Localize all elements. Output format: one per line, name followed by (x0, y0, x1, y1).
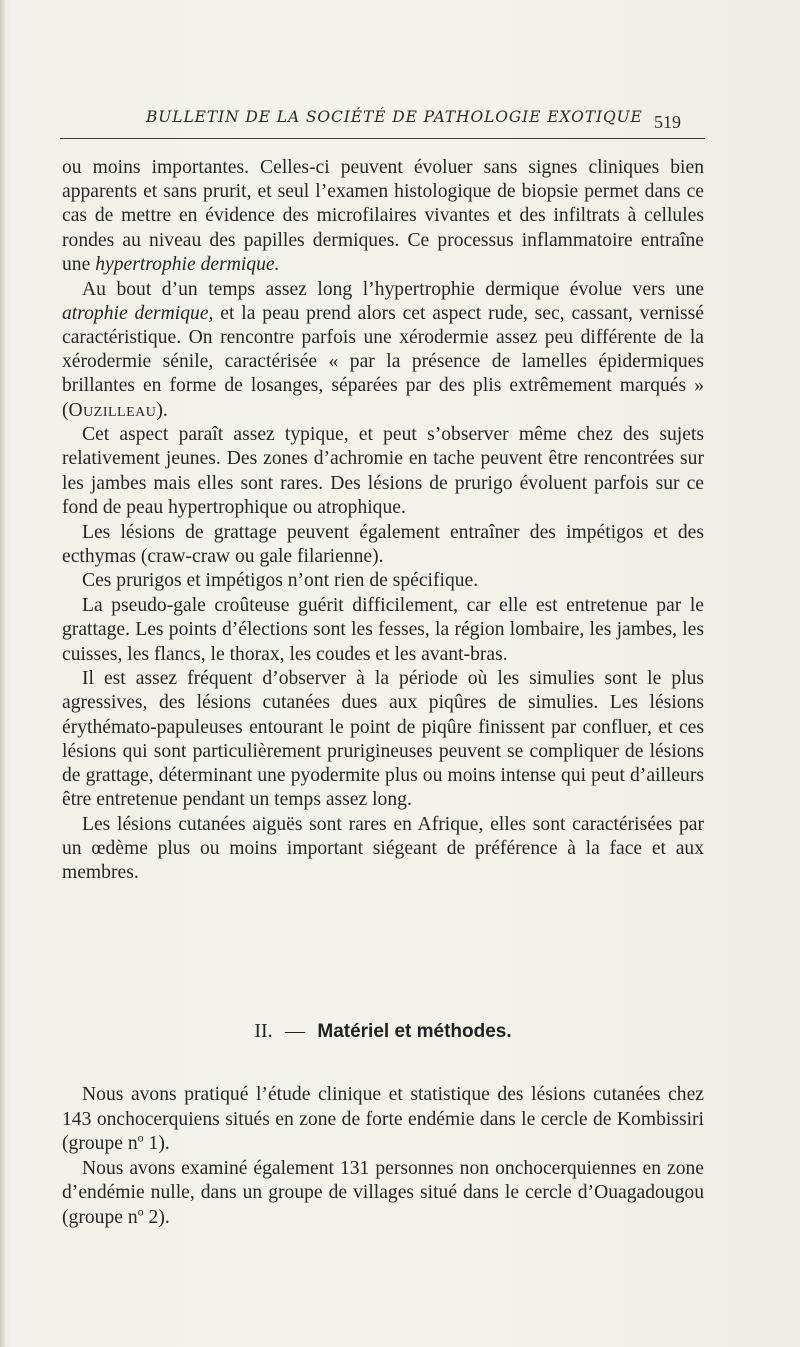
paragraph-text: atrophie dermique (62, 302, 209, 324)
paragraph (62, 594, 704, 667)
body-text-bottom (62, 1083, 704, 1231)
paragraph-text: Il est assez fréquent d’observer à la période où les simulies sont le plus agressives, des lésions cutanées dues aux piqûres de simulies. Les lésions érythémato-papuleuses entourant le point de piqûre finissent par confluer, et ces lésions qui sont particulièrement prurigineuses peuvent se compliquer de lésions de grattage, déterminant une pyodermite plus ou moins intense qui peut d’ailleurs être entretenue pendant un temps assez long. (62, 668, 704, 811)
paragraph-text: ou moins importantes. Celles-ci peuvent évoluer sans signes cliniques bien apparents et sans prurit, et seul l’examen histologique de biopsie permet dans ce cas de mettre en évidence des microfilaires vivantes et des infiltrats à cellules rondes au niveau des papilles dermiques. Ce processus inflammatoire entraîne une (62, 157, 704, 275)
paragraph-text: ). (156, 399, 168, 421)
paragraph-text: Les lésions cutanées aiguës sont rares en Afrique, elles sont caractérisées par un œdème plus ou moins important siégeant de préférence à la face et aux membres. (62, 813, 704, 884)
section-title: Matériel et méthodes. (317, 1021, 512, 1042)
paragraph (62, 1157, 704, 1231)
paragraph (62, 667, 704, 812)
paragraph (62, 156, 704, 277)
section-number: II. (254, 1020, 273, 1042)
paragraph-text: o (137, 1204, 144, 1219)
section-dash: — (285, 1020, 306, 1042)
paragraph-text: La pseudo-gale croûteuse guérit difficilement, car elle est entretenue par le grattage. Les points d’élections sont les fesses, la région lombaire, les jambes, les cuisses, les flancs, le thorax, les coudes et les avant-bras. (62, 595, 704, 665)
paragraph-text: hypertrophie dermique. (95, 253, 280, 275)
section-heading (62, 1018, 704, 1043)
paragraph-text: Les lésions de grattage peuvent également entraîner des impétigos et des ecthymas (craw-craw ou gale filarienne). (62, 521, 704, 567)
paragraph-text: 1). (143, 1133, 170, 1155)
running-title: BULLETIN DE LA SOCIÉTÉ DE PATHOLOGIE EXOTIQUE (146, 108, 643, 126)
paragraph (62, 569, 704, 593)
paragraph-text: Au bout d’un temps assez long l’hypertrophie dermique évolue vers une (82, 278, 704, 300)
paragraph-text: 2). (143, 1206, 170, 1228)
running-head (120, 108, 700, 132)
page-number: 519 (654, 112, 681, 132)
paragraph-text: o (137, 1130, 144, 1145)
paragraph (62, 278, 704, 423)
paragraph (62, 813, 704, 886)
page-edge-shadow (0, 0, 6, 1347)
paragraph (62, 521, 704, 569)
paragraph (62, 1083, 704, 1157)
paragraph (62, 423, 704, 520)
paragraph-text: Nous avons pratiqué l’étude clinique et statistique des lésions cutanées chez 143 onchocerquiens situés en zone de forte endémie dans le cercle de Kombissiri (groupe n (62, 1084, 704, 1155)
header-rule (60, 138, 705, 139)
paragraph-text: Ces prurigos et impétigos n’ont rien de spécifique. (82, 570, 479, 592)
body-text-top (62, 156, 704, 886)
paragraph-text: Nous avons examiné également 131 personnes non onchocerquiennes en zone d’endémie nulle, dans un groupe de villages situé dans le cercle d’Ouagadougou (groupe n (62, 1157, 704, 1228)
paragraph-text: Cet aspect paraît assez typique, et peut s’observer même chez des sujets relativement jeunes. Des zones d’achromie en tache peuvent être rencontrées sur les jambes mais elles sont rares. Des lésions de prurigo évoluent parfois sur ce fond de peau hypertrophique ou atrophique. (62, 424, 704, 518)
paragraph-text: Ouzilleau (68, 399, 157, 421)
paragraph-text: , et la peau prend alors cet aspect rude, sec, cassant, vernissé caractéristique. On rencontre parfois une xérodermie assez peu différente de la xérodermie sénile, caractérisée « par la présence de lamelles épidermiques brillantes en forme de losanges, séparées par des plis extrêmement marqués » ( (62, 302, 705, 421)
